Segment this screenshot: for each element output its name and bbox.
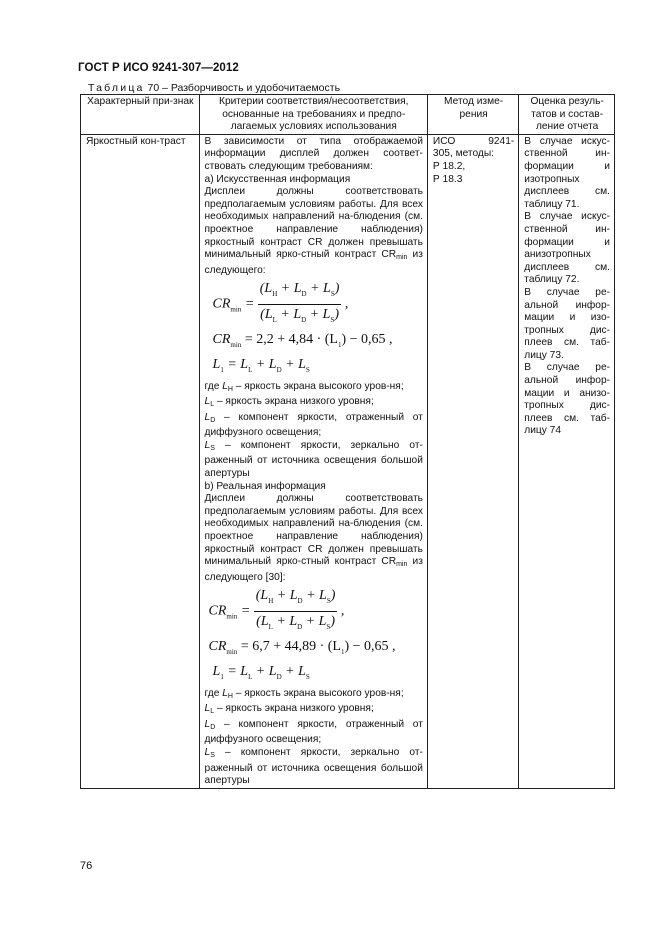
column-header-method: Метод изме-рения [427, 95, 518, 135]
table-caption [88, 82, 340, 94]
formula-l1-a: $L_1 = L_L + L_D + L_S$ [212, 356, 310, 374]
definition-ll-a: $L_L$ – яркость экрана низкого уровня; [204, 396, 374, 409]
method-line: Р 18.2, [432, 160, 466, 172]
part-b-title: b) Реальная информация [204, 480, 326, 492]
page-number: 76 [80, 860, 93, 872]
definition-ls-a: $L_S$ – компонент яркости, зеркально от-раженный от источника освещения большой апертуры [204, 439, 423, 480]
attribute-cell: Яркостный кон-траст [81, 134, 200, 788]
method-line: ИСО 9241- [432, 135, 515, 147]
formula-l1-b: $L_1 = L_L + L_D + L_S$ [212, 663, 310, 681]
definition-ll-b: $L_L$ – яркость экрана низкого уровня; [204, 703, 374, 716]
evaluation-item: В случае искус-ственной ин-формации и изотропных дисплеев см. таблицу 71. [524, 135, 610, 210]
formula-cr-min-value-b: $CR_{min} = 6,7 + 44,89 \cdot (L_1) - 0,65$ , [208, 639, 396, 656]
method-line: Р 18.3 [432, 173, 463, 185]
table-header-row [81, 95, 615, 135]
evaluation-cell [519, 134, 615, 788]
requirements-table [80, 94, 615, 789]
evaluation-item: В случае искус-ственной ин-формации и анизотропных дисплеев см. таблицу 72. [524, 211, 610, 286]
part-a-title: а) Искусственная информация [204, 173, 351, 185]
table-row [81, 134, 615, 788]
method-cell [427, 134, 518, 788]
definition-ls-b: $L_S$ – компонент яркости, зеркально от-раженный от источника освещения большой апертуры [204, 746, 423, 787]
evaluation-item: В случае ре-альной инфор-мации и изо-тропных дис-плеев см. таб-лицу 73. [524, 286, 610, 361]
column-header-criteria: Критерии соответствия/несоответствия, основанные на требованиях и предпо-лагаемых условиях использования [199, 95, 427, 135]
column-header-evaluation: Оценка резуль-татов и состав-ление отчета [519, 95, 615, 135]
table-caption-text: 70 – Разборчивость и удобочитаемость [147, 82, 341, 94]
method-line: 305, методы: [432, 148, 495, 160]
part-a-text: Дисплеи должны соответствовать предполагаемым условиям работы. Для всех необходимых направлений на-блюдения (см. проектное направление наблюдения) яркостный контраст CR должен превышать минимальный ярко-стный контраст $CR_{min}$ из следующего: [204, 186, 423, 276]
criteria-intro: В зависимости от типа отображаемой информации дисплей должен соответ-ствовать следующим требованиям: [204, 135, 423, 172]
evaluation-item: В случае ре-альной инфор-мации и анизо-тропных дис-плеев см. таб-лицу 74 [524, 362, 610, 437]
document-header: ГОСТ Р ИСО 9241-307—2012 [78, 62, 239, 74]
definition-lh-a: где $L_H$ – яркость экрана высокого уров-ня; [204, 380, 404, 393]
formula-cr-min-fraction-a: $CR_{min}$ = $\frac{(L_H + L_D + L_S)}{(L_L + L_D + L_S)}$ , [212, 281, 349, 324]
column-header-attribute: Характерный при-знак [81, 95, 200, 135]
part-b-text: Дисплеи должны соответствовать предполагаемым условиям работы. Для всех необходимых направлений на-блюдения (см. проектное направление наблюдения) яркостный контраст CR должен превышать минимальный ярко-стный контраст $CR_{min}$ из следующего [30]: [204, 493, 423, 583]
formula-cr-min-value-a: $CR_{min} = 2,2 + 4,84 \cdot (L_1) - 0,65$ , [212, 331, 393, 349]
definition-ld-a: $L_D$ – компонент яркости, отраженный от диффузного освещения; [204, 411, 423, 439]
table-caption-prefix: Таблица [88, 82, 145, 94]
definition-ld-b: $L_D$ – компонент яркости, отраженный от диффузного освещения; [204, 718, 423, 746]
criteria-cell [199, 134, 427, 788]
formula-cr-min-fraction-b: $CR_{min}$ = $\frac{(L_H + L_D + L_S)}{(L_L + L_D + L_S)}$ , [208, 588, 345, 631]
definition-lh-b: где $L_H$ – яркость экрана высокого уров-ня; [204, 687, 404, 700]
